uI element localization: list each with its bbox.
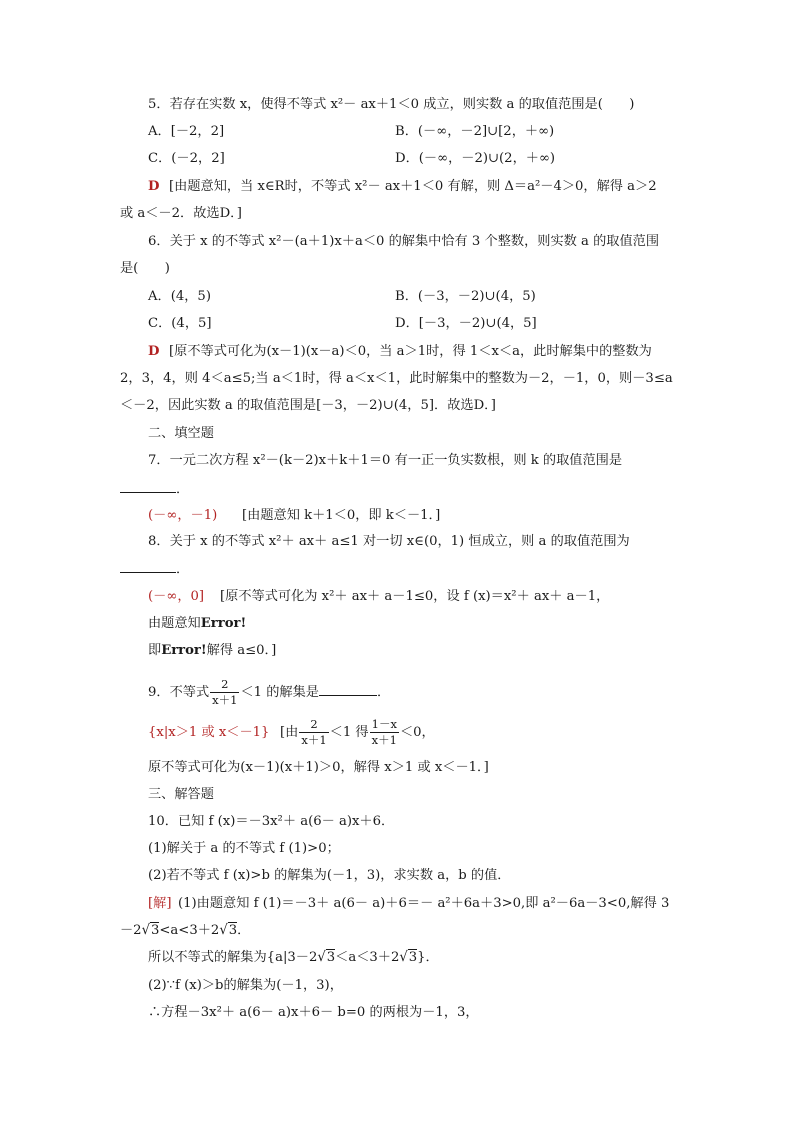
q10-sol3-radicand-1: 3: [326, 950, 336, 965]
q9-frac-den: x＋1: [212, 693, 238, 707]
q10-sol3-a: 所以不等式的解集为{a|3－2: [148, 950, 318, 965]
q7-stem-line-2: [0, 478, 794, 500]
q7-answer-line: [0, 505, 794, 527]
q5-option-d: D．(－∞，－2)∪(2，＋∞): [395, 151, 556, 166]
q9-explain-frac1-den: x＋1: [301, 733, 327, 747]
q8-stem-line-2: [0, 558, 794, 580]
q5-explain-2: 或 a＜－2．故选D．]: [120, 206, 242, 221]
sqrt-icon: √: [219, 922, 228, 939]
q10-solution-line-2: [0, 920, 794, 942]
q10-part1-line: [0, 838, 794, 860]
q9-explain-fraction-2: [370, 717, 399, 748]
q10-solution-line-3: [0, 947, 794, 969]
q10-solution-1: (1)由题意知 f (1)＝－3＋ a(6－ a)＋6＝－ a²＋6a＋3>0,即 a²－6a－3<0,解得 3: [178, 896, 670, 911]
q9-explain-frac1-num: 2: [310, 717, 318, 731]
q6-options-cd: [0, 313, 794, 335]
q6-explain-line-1: [0, 341, 794, 363]
q10-solution-4: (2)∵f (x)＞b的解集为(－1，3)，: [148, 978, 343, 993]
q6-stem-1: 6．关于 x 的不等式 x²－(a＋1)x＋a＜0 的解集中恰有 3 个整数，则实数 a 的取值范围: [148, 234, 660, 249]
q8-answer-line: [0, 586, 794, 608]
q10-part2-line: [0, 865, 794, 887]
q8-stem-1: 8．关于 x 的不等式 x²＋ ax＋ a≤1 对一切 x∈(0，1) 恒成立，则 a 的取值范围为: [148, 534, 630, 549]
q5-option-b: B．(－∞，－2]∪[2，＋∞): [395, 124, 555, 139]
q6-option-a: A．(4，5): [148, 289, 211, 304]
q9-explain-fraction-1: [299, 717, 328, 748]
q6-answer-letter: D: [148, 344, 160, 359]
q8-explain-line-3: [0, 640, 794, 662]
q5-option-c: C．(－2，2]: [148, 151, 225, 166]
q5-option-a: A．[－2，2]: [148, 124, 225, 139]
section-3-title: 三、解答题: [148, 787, 214, 802]
q10-sol2-c: ．: [237, 923, 251, 938]
q6-options-ab: [0, 286, 794, 308]
q6-stem-line-1: [0, 231, 794, 253]
q10-sol2-a: －2: [120, 923, 142, 938]
q9-explain-frac2-den: x＋1: [371, 733, 397, 747]
q5-options-ab: [0, 121, 794, 143]
q6-explain-line-2: [0, 368, 794, 390]
q6-stem-line-2: [0, 258, 794, 280]
q10-sol2-radicand-1: 3: [150, 923, 160, 938]
q10-solution-tag: [解]: [148, 896, 172, 911]
q8-error-1: Error!: [200, 616, 247, 631]
q6-explain-1: [原不等式可化为(x－1)(x－a)＜0，当 a＞1时，得 1＜x＜a，此时解集中的整数为: [169, 344, 652, 359]
q10-sol2-radicand-2: 3: [228, 923, 238, 938]
q9-explain-line-2: [0, 757, 794, 779]
sqrt-icon: √: [317, 949, 326, 966]
q9-stem-post: ＜1 的解集是: [240, 685, 319, 700]
q7-explain: [由题意知 k＋1＜0，即 k＜－1．]: [242, 508, 441, 523]
q10-solution-line-4: [0, 975, 794, 997]
q6-explain-3: ＜－2，因此实数 a 的取值范围是[－3，－2)∪(4，5]．故选D．]: [120, 398, 496, 413]
q8-answer-blank: [120, 558, 176, 573]
section-solve-heading: [0, 784, 794, 806]
q8-explain-1: [原不等式可化为 x²＋ ax＋ a－1≤0，设 f (x)＝x²＋ ax＋ a－1，: [220, 589, 610, 604]
q8-explain-3-pre: 即: [148, 643, 162, 658]
q9-explain-post: ＜0，: [399, 725, 435, 740]
q10-solution-line-1: [0, 893, 794, 915]
q8-explain-2-pre: 由题意知: [148, 616, 201, 631]
q9-frac-num: 2: [221, 677, 229, 691]
q9-answer-line: [0, 716, 794, 750]
q10-part2: (2)若不等式 f (x)>b 的解集为(－1，3)，求实数 a，b 的值．: [148, 868, 511, 883]
q10-solution-5: ∴方程－3x²＋ a(6－ a)x＋6－ b=0 的两根为－1，3，: [148, 1005, 479, 1020]
q5-explain-1: [由题意知，当 x∈R时，不等式 x²－ ax＋1＜0 有解，则 Δ＝a²－4＞0，解得 a＞2: [169, 179, 657, 194]
sqrt-icon: √: [141, 922, 150, 939]
q10-stem: 10．已知 f (x)＝－3x²＋ a(6－ a)x＋6．: [148, 814, 395, 829]
q6-stem-2: 是( ): [120, 261, 170, 276]
q6-option-b: B．(－3，－2)∪(4，5): [395, 289, 536, 304]
q10-sol2-b: <a<3＋2: [159, 923, 220, 938]
q8-explain-3-post: 解得 a≤0．]: [206, 643, 277, 658]
q8-explain-line-2: [0, 613, 794, 635]
q5-explain-line-2: [0, 203, 794, 225]
q6-option-d: D．[－3，－2)∪(4，5]: [395, 316, 537, 331]
q5-stem-line: [0, 94, 794, 116]
q9-fraction: [210, 677, 239, 708]
q5-answer-letter: D: [148, 179, 160, 194]
q8-error-2: Error!: [161, 643, 207, 658]
q9-explain-pre: [由: [280, 725, 299, 740]
q9-stem-line: [0, 676, 794, 710]
q5-explain-line-1: [0, 176, 794, 198]
q10-part1: (1)解关于 a 的不等式 f (1)>0；: [148, 841, 340, 856]
section-2-title: 二、填空题: [148, 426, 214, 441]
q10-stem-line: [0, 811, 794, 833]
q8-stem-end: ．: [176, 562, 190, 577]
q6-option-c: C．(4，5]: [148, 316, 212, 331]
section-fill-in-heading: [0, 423, 794, 445]
q7-stem-line-1: [0, 450, 794, 472]
q7-answer-blank: [120, 478, 176, 493]
q7-stem-1: 7．一元二次方程 x²－(k－2)x＋k＋1＝0 有一正一负实数根，则 k 的取值范围是: [148, 453, 623, 468]
q9-stem-end: ．: [376, 685, 391, 700]
q9-explain-2: 原不等式可化为(x－1)(x＋1)＞0，解得 x＞1 或 x＜－1．]: [148, 760, 489, 775]
q7-answer: (－∞，－1): [148, 508, 218, 523]
q10-solution-line-5: [0, 1002, 794, 1024]
q10-sol3-radicand-2: 3: [408, 950, 418, 965]
q9-explain-frac2-num: 1－x: [371, 717, 397, 731]
q5-stem: 5．若存在实数 x，使得不等式 x²－ ax＋1＜0 成立，则实数 a 的取值范围是( ): [148, 97, 635, 112]
q6-explain-line-3: [0, 395, 794, 417]
q10-sol3-c: }．: [417, 950, 439, 965]
q6-explain-2: 2，3，4，则 4＜a≤5;当 a＜1时，得 a＜x＜1，此时解集中的整数为－2，－1，0，则－3≤a: [120, 371, 673, 386]
q9-answer-blank: [319, 681, 377, 696]
q8-answer: (－∞，0]: [148, 589, 205, 604]
sqrt-icon: √: [399, 949, 408, 966]
q10-sol3-b: ＜a＜3＋2: [335, 950, 400, 965]
q9-answer: {x|x＞1 或 x＜－1}: [148, 725, 270, 740]
q8-stem-line-1: [0, 531, 794, 553]
q9-explain-mid: ＜1 得: [329, 725, 369, 740]
q5-options-cd: [0, 148, 794, 170]
q9-stem-pre: 9．不等式: [148, 685, 210, 700]
q7-stem-end: ．: [176, 482, 190, 497]
